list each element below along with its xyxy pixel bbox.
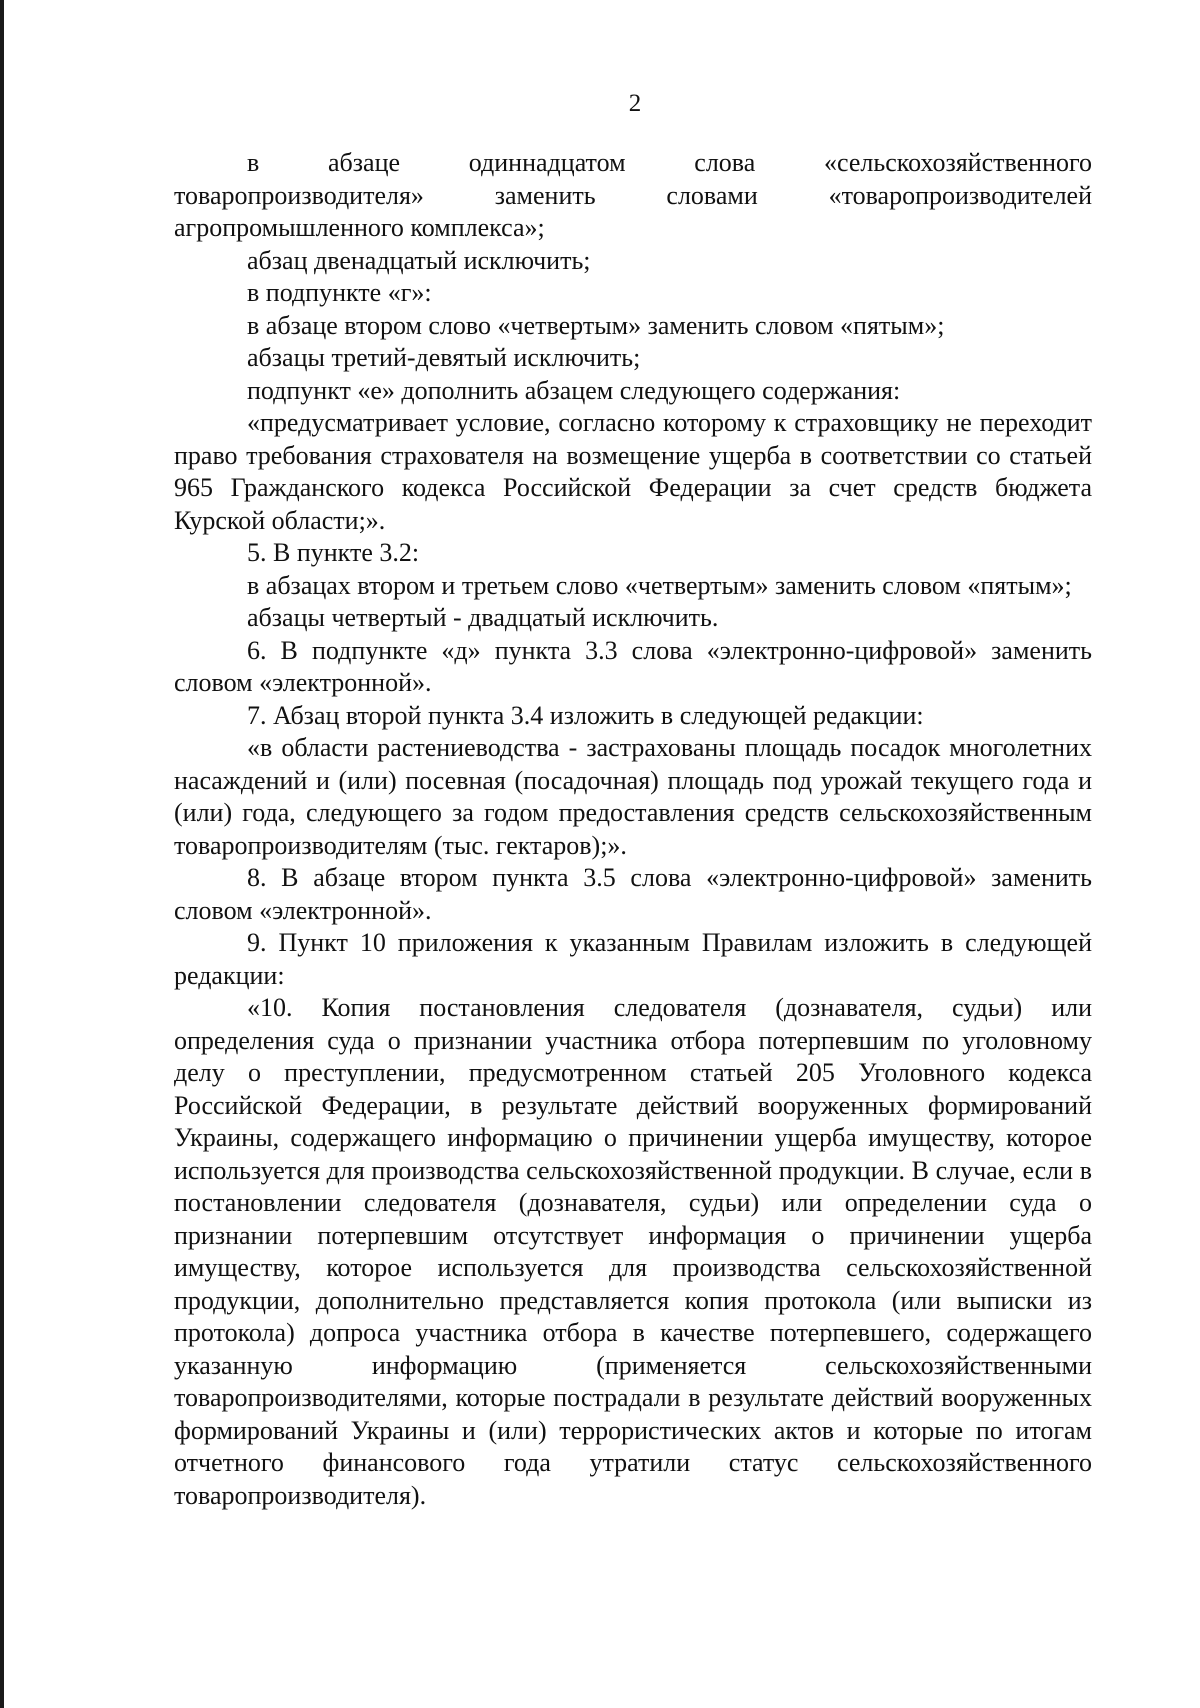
paragraph-14: 8. В абзаце втором пункта 3.5 слова «электронно-цифровой» заменить словом «электронной».: [174, 863, 1092, 925]
paragraph-7: «предусматривает условие, согласно которому к страховщику не переходит право требования страхователя на возмещение ущерба в соответствии со статьей 965 Гражданского кодекса Российской Федерации за счет средств бюджета Курской области;».: [174, 408, 1092, 535]
paragraph-13: «в области растениеводства - застрахованы площадь посадок многолетних насаждений и (или) посевная (посадочная) площадь под урожай текущего года и (или) года, следующего за годом предоставления средств сельскохозяйственным товаропроизводителям (тыс. гектаров);».: [174, 733, 1092, 860]
paragraph-2: абзац двенадцатый исключить;: [247, 245, 591, 275]
paragraph-16: «10. Копия постановления следователя (дознавателя, судьи) или определения суда о признании участника отбора потерпевшим по уголовному делу о преступлении, предусмотренном статьей 205 Уголовного кодекса Российской Федерации, в результате действий вооруженных формирований Украины, содержащего информацию о причинении ущерба имуществу, которое используется для производства сельскохозяйственной продукции. В случае, если в постановлении следователя (дознавателя, судьи) или определении суда о признании потерпевшим отсутствует информация о причинении ущерба имуществу, которое используется для производства сельскохозяйственной продукции, дополнительно представляется копия протокола (или выписки из протокола) допроса участника отбора в качестве потерпевшего, содержащего указанную информацию (применяется сельскохозяйственными товаропроизводителями, которые пострадали в результате действий вооруженных формирований Украины и (или) террористических актов и которые по итогам отчетного финансового года утратили статус сельскохозяйственного товаропроизводителя).: [174, 993, 1092, 1510]
paragraph-3: в подпункте «г»:: [247, 278, 432, 307]
page-number: 2: [628, 90, 642, 117]
scan-left-edge: [0, 0, 4, 1708]
paragraph-4: в абзаце втором слово «четвертым» заменить словом «пятым»;: [247, 310, 945, 340]
paragraph-12: 7. Абзац второй пункта 3.4 изложить в следующей редакции:: [247, 700, 924, 730]
paragraph-10: абзацы четвертый - двадцатый исключить.: [247, 603, 719, 632]
paragraph-6: подпункт «е» дополнить абзацем следующего содержания:: [247, 375, 901, 405]
paragraph-15: 9. Пункт 10 приложения к указанным Правилам изложить в следующей редакции:: [174, 928, 1092, 990]
paragraph-1: в абзаце одиннадцатом слова «сельскохозяйственного товаропроизводителя» заменить словами «товаропроизводителей агропромышленного комплекса»;: [174, 148, 1092, 242]
paragraph-9: в абзацах втором и третьем слово «четвертым» заменить словом «пятым»;: [247, 570, 1072, 600]
paragraph-5: абзацы третий-девятый исключить;: [247, 343, 641, 372]
document-body: [174, 147, 1092, 1512]
paragraph-8: 5. В пункте 3.2:: [247, 538, 420, 567]
paragraph-11: 6. В подпункте «д» пункта 3.3 слова «электронно-цифровой» заменить словом «электронной».: [174, 635, 1092, 697]
